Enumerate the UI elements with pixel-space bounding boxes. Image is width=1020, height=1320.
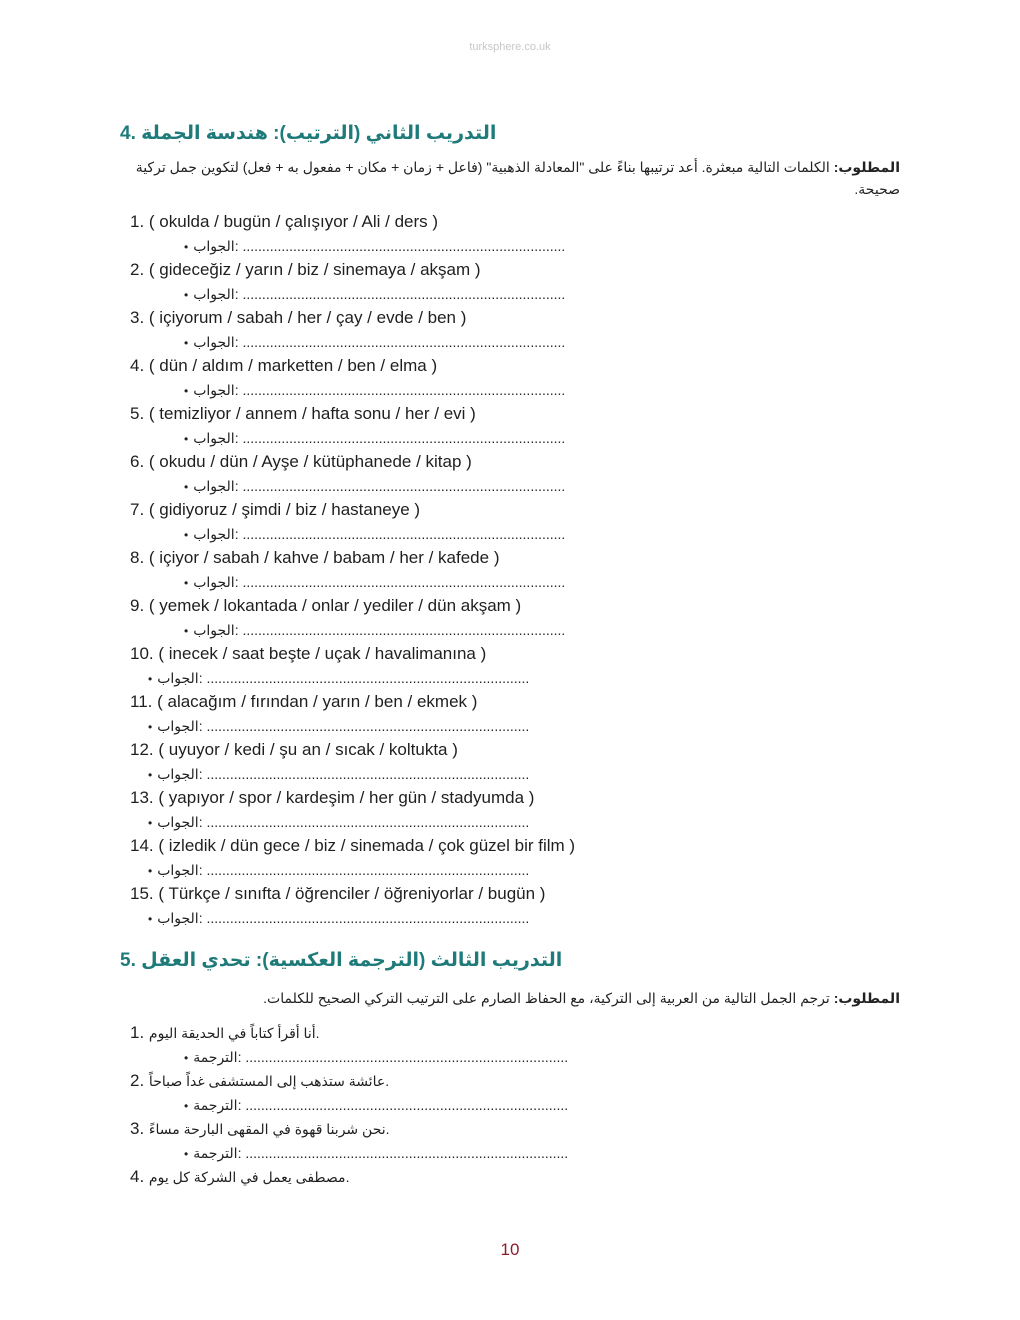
item-number: 3. bbox=[130, 308, 145, 327]
exercise-item bbox=[120, 210, 900, 234]
exercise-item bbox=[120, 1021, 900, 1045]
bullet-icon: • bbox=[148, 816, 153, 830]
item-number: 1. bbox=[130, 212, 145, 231]
bullet-icon: • bbox=[184, 480, 189, 494]
answer-line[interactable] bbox=[120, 570, 900, 594]
instruction-text: الكلمات التالية مبعثرة. أعد ترتيبها بناءً على "المعادلة الذهبية" (فاعل + زمان + مكان + مفعول به + فعل) لتكوين جمل تركية صحيحة. bbox=[135, 159, 900, 197]
item-number: 3. bbox=[130, 1119, 145, 1138]
item-number: 2. bbox=[130, 260, 145, 279]
answer-label: الجواب: ................................................................................... bbox=[157, 814, 530, 830]
bullet-icon: • bbox=[148, 864, 153, 878]
item-number: 9. bbox=[130, 596, 145, 615]
exercise-list bbox=[120, 210, 900, 930]
item-number: 7. bbox=[130, 500, 145, 519]
item-number: 12. bbox=[130, 740, 154, 759]
answer-line[interactable] bbox=[120, 762, 900, 786]
item-number: 14. bbox=[130, 836, 154, 855]
exercise-item bbox=[120, 1165, 900, 1189]
section-5-instruction bbox=[120, 987, 900, 1009]
exercise-item bbox=[120, 786, 900, 810]
item-text: ( gideceğiz / yarın / biz / sinemaya / akşam ) bbox=[148, 260, 481, 279]
answer-label: الجواب: ................................................................................... bbox=[193, 334, 566, 350]
answer-label: الجواب: ................................................................................... bbox=[193, 526, 566, 542]
watermark: turksphere.co.uk bbox=[469, 41, 551, 53]
answer-label: الترجمة: ................................................................................... bbox=[193, 1145, 569, 1161]
section-5-title: التدريب الثالث (الترجمة العكسية): تحدي العقل .5 bbox=[120, 950, 563, 971]
item-text: ( alacağım / fırından / yarın / ben / ekmek ) bbox=[157, 692, 478, 711]
answer-label: الترجمة: ................................................................................... bbox=[193, 1097, 569, 1113]
answer-label: الجواب: ................................................................................... bbox=[193, 622, 566, 638]
item-text: ( içiyor / sabah / kahve / babam / her / kafede ) bbox=[148, 548, 500, 567]
item-number: 1. bbox=[130, 1023, 145, 1042]
answer-label: الجواب: ................................................................................... bbox=[157, 910, 530, 926]
answer-line[interactable] bbox=[120, 426, 900, 450]
item-number: 13. bbox=[130, 788, 154, 807]
exercise-item bbox=[120, 1069, 900, 1093]
bullet-icon: • bbox=[184, 1099, 189, 1113]
item-number: 6. bbox=[130, 452, 145, 471]
section-4 bbox=[120, 118, 900, 930]
item-text: ( gidiyoruz / şimdi / biz / hastaneye ) bbox=[148, 500, 421, 519]
answer-line[interactable] bbox=[120, 282, 900, 306]
answer-label: الجواب: ................................................................................... bbox=[193, 574, 566, 590]
answer-line[interactable] bbox=[120, 1093, 900, 1117]
exercise-item bbox=[120, 594, 900, 618]
answer-label: الجواب: ................................................................................... bbox=[193, 382, 566, 398]
exercise-item bbox=[120, 882, 900, 906]
bullet-icon: • bbox=[184, 576, 189, 590]
item-text: ( Türkçe / sınıfta / öğrenciler / öğreniyorlar / bugün ) bbox=[158, 884, 546, 903]
item-text: ( yemek / lokantada / onlar / yediler / dün akşam ) bbox=[148, 596, 522, 615]
page-number: 10 bbox=[500, 1240, 520, 1259]
exercise-item bbox=[120, 546, 900, 570]
exercise-item bbox=[120, 306, 900, 330]
exercise-item bbox=[120, 450, 900, 474]
section-4-instruction bbox=[120, 156, 900, 200]
answer-line[interactable] bbox=[120, 378, 900, 402]
item-number: 2. bbox=[130, 1071, 145, 1090]
answer-line[interactable] bbox=[120, 810, 900, 834]
item-number: 15. bbox=[130, 884, 154, 903]
answer-line[interactable] bbox=[120, 906, 900, 930]
item-number: 4. bbox=[130, 356, 145, 375]
answer-label: الجواب: ................................................................................... bbox=[193, 286, 566, 302]
item-number: 11. bbox=[130, 692, 153, 711]
exercise-item bbox=[120, 642, 900, 666]
answer-label: الجواب: ................................................................................... bbox=[193, 238, 566, 254]
item-text: ( dün / aldım / marketten / ben / elma ) bbox=[148, 356, 438, 375]
exercise-item bbox=[120, 402, 900, 426]
answer-line[interactable] bbox=[120, 234, 900, 258]
item-text: ( inecek / saat beşte / uçak / havalimanına ) bbox=[158, 644, 487, 663]
answer-line[interactable] bbox=[120, 858, 900, 882]
item-number: 4. bbox=[130, 1167, 145, 1186]
answer-label: الترجمة: ................................................................................... bbox=[193, 1049, 569, 1065]
bullet-icon: • bbox=[184, 336, 189, 350]
bullet-icon: • bbox=[184, 1147, 189, 1161]
translation-list bbox=[120, 1021, 900, 1189]
item-text: ( yapıyor / spor / kardeşim / her gün / stadyumda ) bbox=[158, 788, 535, 807]
item-text: ( okulda / bugün / çalışıyor / Ali / ders ) bbox=[148, 212, 439, 231]
bullet-icon: • bbox=[184, 1051, 189, 1065]
answer-line[interactable] bbox=[120, 1045, 900, 1069]
bullet-icon: • bbox=[148, 768, 153, 782]
bullet-icon: • bbox=[148, 672, 153, 686]
item-text: عائشة ستذهب إلى المستشفى غداً صباحاً. bbox=[148, 1073, 390, 1089]
instruction-text: ترجم الجمل التالية من العربية إلى التركية، مع الحفاظ الصارم على الترتيب التركي الصحيح للكلمات. bbox=[263, 990, 834, 1006]
answer-line[interactable] bbox=[120, 474, 900, 498]
exercise-item bbox=[120, 354, 900, 378]
exercise-item bbox=[120, 738, 900, 762]
answer-label: الجواب: ................................................................................... bbox=[157, 718, 530, 734]
exercise-item bbox=[120, 498, 900, 522]
item-text: أنا أقرأ كتاباً في الحديقة اليوم. bbox=[148, 1025, 320, 1041]
bullet-icon: • bbox=[184, 528, 189, 542]
answer-label: الجواب: ................................................................................... bbox=[157, 862, 530, 878]
instruction-label: المطلوب: bbox=[833, 990, 900, 1006]
item-text: ( uyuyor / kedi / şu an / sıcak / koltukta ) bbox=[158, 740, 458, 759]
bullet-icon: • bbox=[184, 432, 189, 446]
answer-line[interactable] bbox=[120, 714, 900, 738]
item-text: ( okudu / dün / Ayşe / kütüphanede / kitap ) bbox=[148, 452, 472, 471]
item-text: ( içiyorum / sabah / her / çay / evde / ben ) bbox=[148, 308, 467, 327]
bullet-icon: • bbox=[184, 624, 189, 638]
item-text: ( izledik / dün gece / biz / sinemada / çok güzel bir film ) bbox=[158, 836, 576, 855]
exercise-item bbox=[120, 258, 900, 282]
section-5 bbox=[120, 945, 900, 1189]
bullet-icon: • bbox=[184, 384, 189, 398]
answer-line[interactable] bbox=[120, 522, 900, 546]
answer-line[interactable] bbox=[120, 666, 900, 690]
answer-label: الجواب: ................................................................................... bbox=[157, 670, 530, 686]
bullet-icon: • bbox=[184, 240, 189, 254]
answer-label: الجواب: ................................................................................... bbox=[193, 430, 566, 446]
answer-label: الجواب: ................................................................................... bbox=[157, 766, 530, 782]
instruction-label: المطلوب: bbox=[833, 159, 900, 175]
item-number: 8. bbox=[130, 548, 145, 567]
bullet-icon: • bbox=[148, 720, 153, 734]
bullet-icon: • bbox=[148, 912, 153, 926]
section-4-title: التدريب الثاني (الترتيب): هندسة الجملة .4 bbox=[120, 123, 497, 144]
item-text: مصطفى يعمل في الشركة كل يوم. bbox=[148, 1169, 350, 1185]
bullet-icon: • bbox=[184, 288, 189, 302]
exercise-item bbox=[120, 834, 900, 858]
answer-line[interactable] bbox=[120, 1141, 900, 1165]
answer-line[interactable] bbox=[120, 330, 900, 354]
item-text: نحن شربنا قهوة في المقهى البارحة مساءً. bbox=[148, 1121, 390, 1137]
exercise-item bbox=[120, 690, 900, 714]
answer-label: الجواب: ................................................................................... bbox=[193, 478, 566, 494]
answer-line[interactable] bbox=[120, 618, 900, 642]
item-number: 10. bbox=[130, 644, 154, 663]
item-number: 5. bbox=[130, 404, 145, 423]
item-text: ( temizliyor / annem / hafta sonu / her / evi ) bbox=[148, 404, 476, 423]
exercise-item bbox=[120, 1117, 900, 1141]
